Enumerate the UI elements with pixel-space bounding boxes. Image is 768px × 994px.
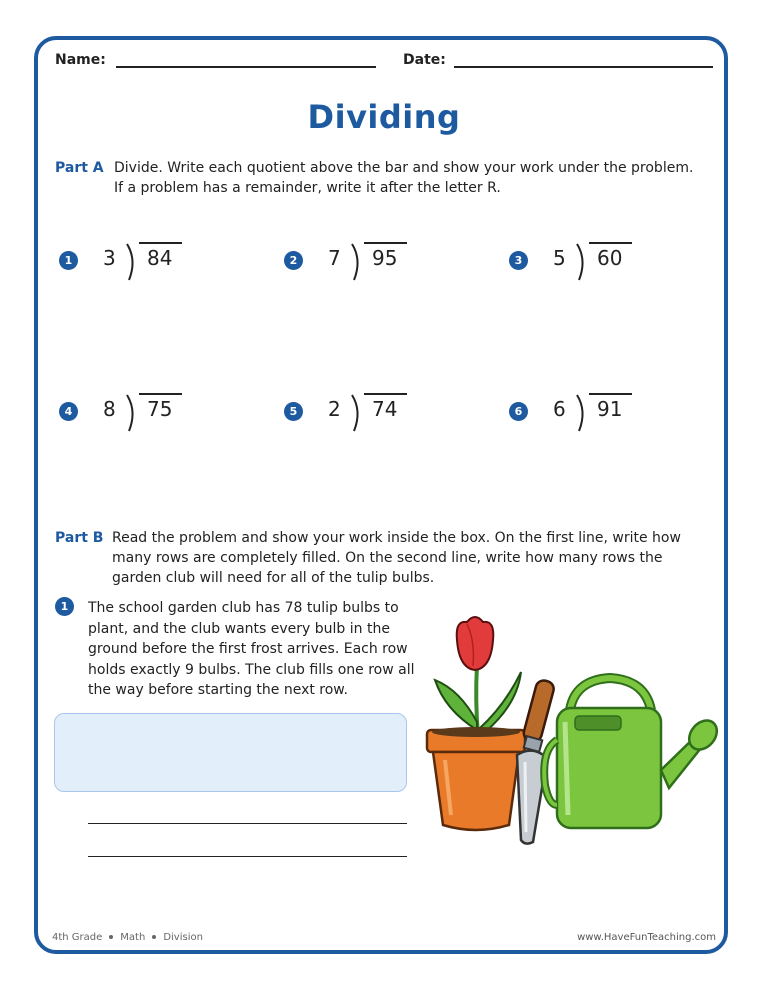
- part-b-instruction-line: many rows are completely filled. On the second line, write how many rows the: [112, 550, 663, 566]
- bullet-icon: [109, 935, 113, 939]
- word-problem-text: [88, 598, 418, 701]
- divisor: 3: [103, 246, 116, 270]
- division-problem-4: [59, 393, 199, 433]
- footer-subject: Math: [120, 932, 146, 943]
- problem-number-badge: 5: [284, 402, 303, 421]
- division-bracket-icon: [125, 393, 139, 433]
- part-b-instructions: [112, 528, 722, 588]
- story-line: holds exactly 9 bulbs. The club fills one row all: [88, 661, 415, 678]
- name-line[interactable]: [116, 66, 376, 68]
- divisor: 8: [103, 397, 116, 421]
- problem-number-badge: 2: [284, 251, 303, 270]
- dividend: 91: [589, 393, 632, 423]
- divisor: 5: [553, 246, 566, 270]
- part-b-instruction-line: garden club will need for all of the tulip bulbs.: [112, 570, 435, 586]
- division-problem-3: [509, 242, 649, 282]
- division-problem-1: [59, 242, 199, 282]
- footer-category: [52, 932, 203, 943]
- part-a-instruction-line: If a problem has a remainder, write it after the letter R.: [114, 180, 501, 196]
- division-problem-5: [284, 393, 424, 433]
- tulip-pot-icon: [427, 617, 525, 830]
- date-label: Date:: [403, 52, 446, 68]
- story-line: ground before the first frost arrives. Each row: [88, 641, 408, 657]
- story-line: plant, and the club wants every bulb in the: [88, 620, 390, 637]
- footer-grade: 4th Grade: [52, 932, 103, 943]
- garden-illustration: [425, 610, 720, 850]
- work-box[interactable]: [54, 713, 407, 792]
- divisor: 7: [328, 246, 341, 270]
- footer-topic: Division: [163, 932, 203, 943]
- dividend: 84: [139, 242, 182, 272]
- division-bracket-icon: [575, 393, 589, 433]
- division-bracket-icon: [125, 242, 139, 282]
- problem-number-badge: 3: [509, 251, 528, 270]
- word-problem-number-badge: 1: [55, 597, 74, 616]
- date-line[interactable]: [454, 66, 713, 68]
- footer-website[interactable]: www.HaveFunTeaching.com: [577, 932, 716, 943]
- part-a-instructions: [114, 158, 714, 198]
- problem-number-badge: 6: [509, 402, 528, 421]
- division-bracket-icon: [350, 393, 364, 433]
- part-a-label: Part A: [55, 160, 104, 176]
- division-bracket-icon: [575, 242, 589, 282]
- answer-line-rows-filled[interactable]: [88, 823, 407, 824]
- dividend: 60: [589, 242, 632, 272]
- garden-trowel-icon: [517, 679, 555, 844]
- story-line: the way before starting the next row.: [88, 682, 348, 698]
- part-b-label: Part B: [55, 530, 104, 546]
- watering-can-icon: [544, 678, 720, 828]
- divisor: 2: [328, 397, 341, 421]
- problem-number-badge: 1: [59, 251, 78, 270]
- dividend: 74: [364, 393, 407, 423]
- dividend: 75: [139, 393, 182, 423]
- page-title: Dividing: [307, 98, 461, 136]
- division-bracket-icon: [350, 242, 364, 282]
- part-b-instruction-line: Read the problem and show your work inside the box. On the first line, write how: [112, 530, 681, 546]
- division-problem-6: [509, 393, 649, 433]
- problem-number-badge: 4: [59, 402, 78, 421]
- answer-line-rows-needed[interactable]: [88, 856, 407, 857]
- part-a-instruction-line: Divide. Write each quotient above the bar and show your work under the problem.: [114, 160, 694, 176]
- division-problem-2: [284, 242, 424, 282]
- dividend: 95: [364, 242, 407, 272]
- name-label: Name:: [55, 52, 106, 68]
- story-line: The school garden club has 78 tulip bulbs to: [88, 600, 399, 616]
- bullet-icon: [152, 935, 156, 939]
- divisor: 6: [553, 397, 566, 421]
